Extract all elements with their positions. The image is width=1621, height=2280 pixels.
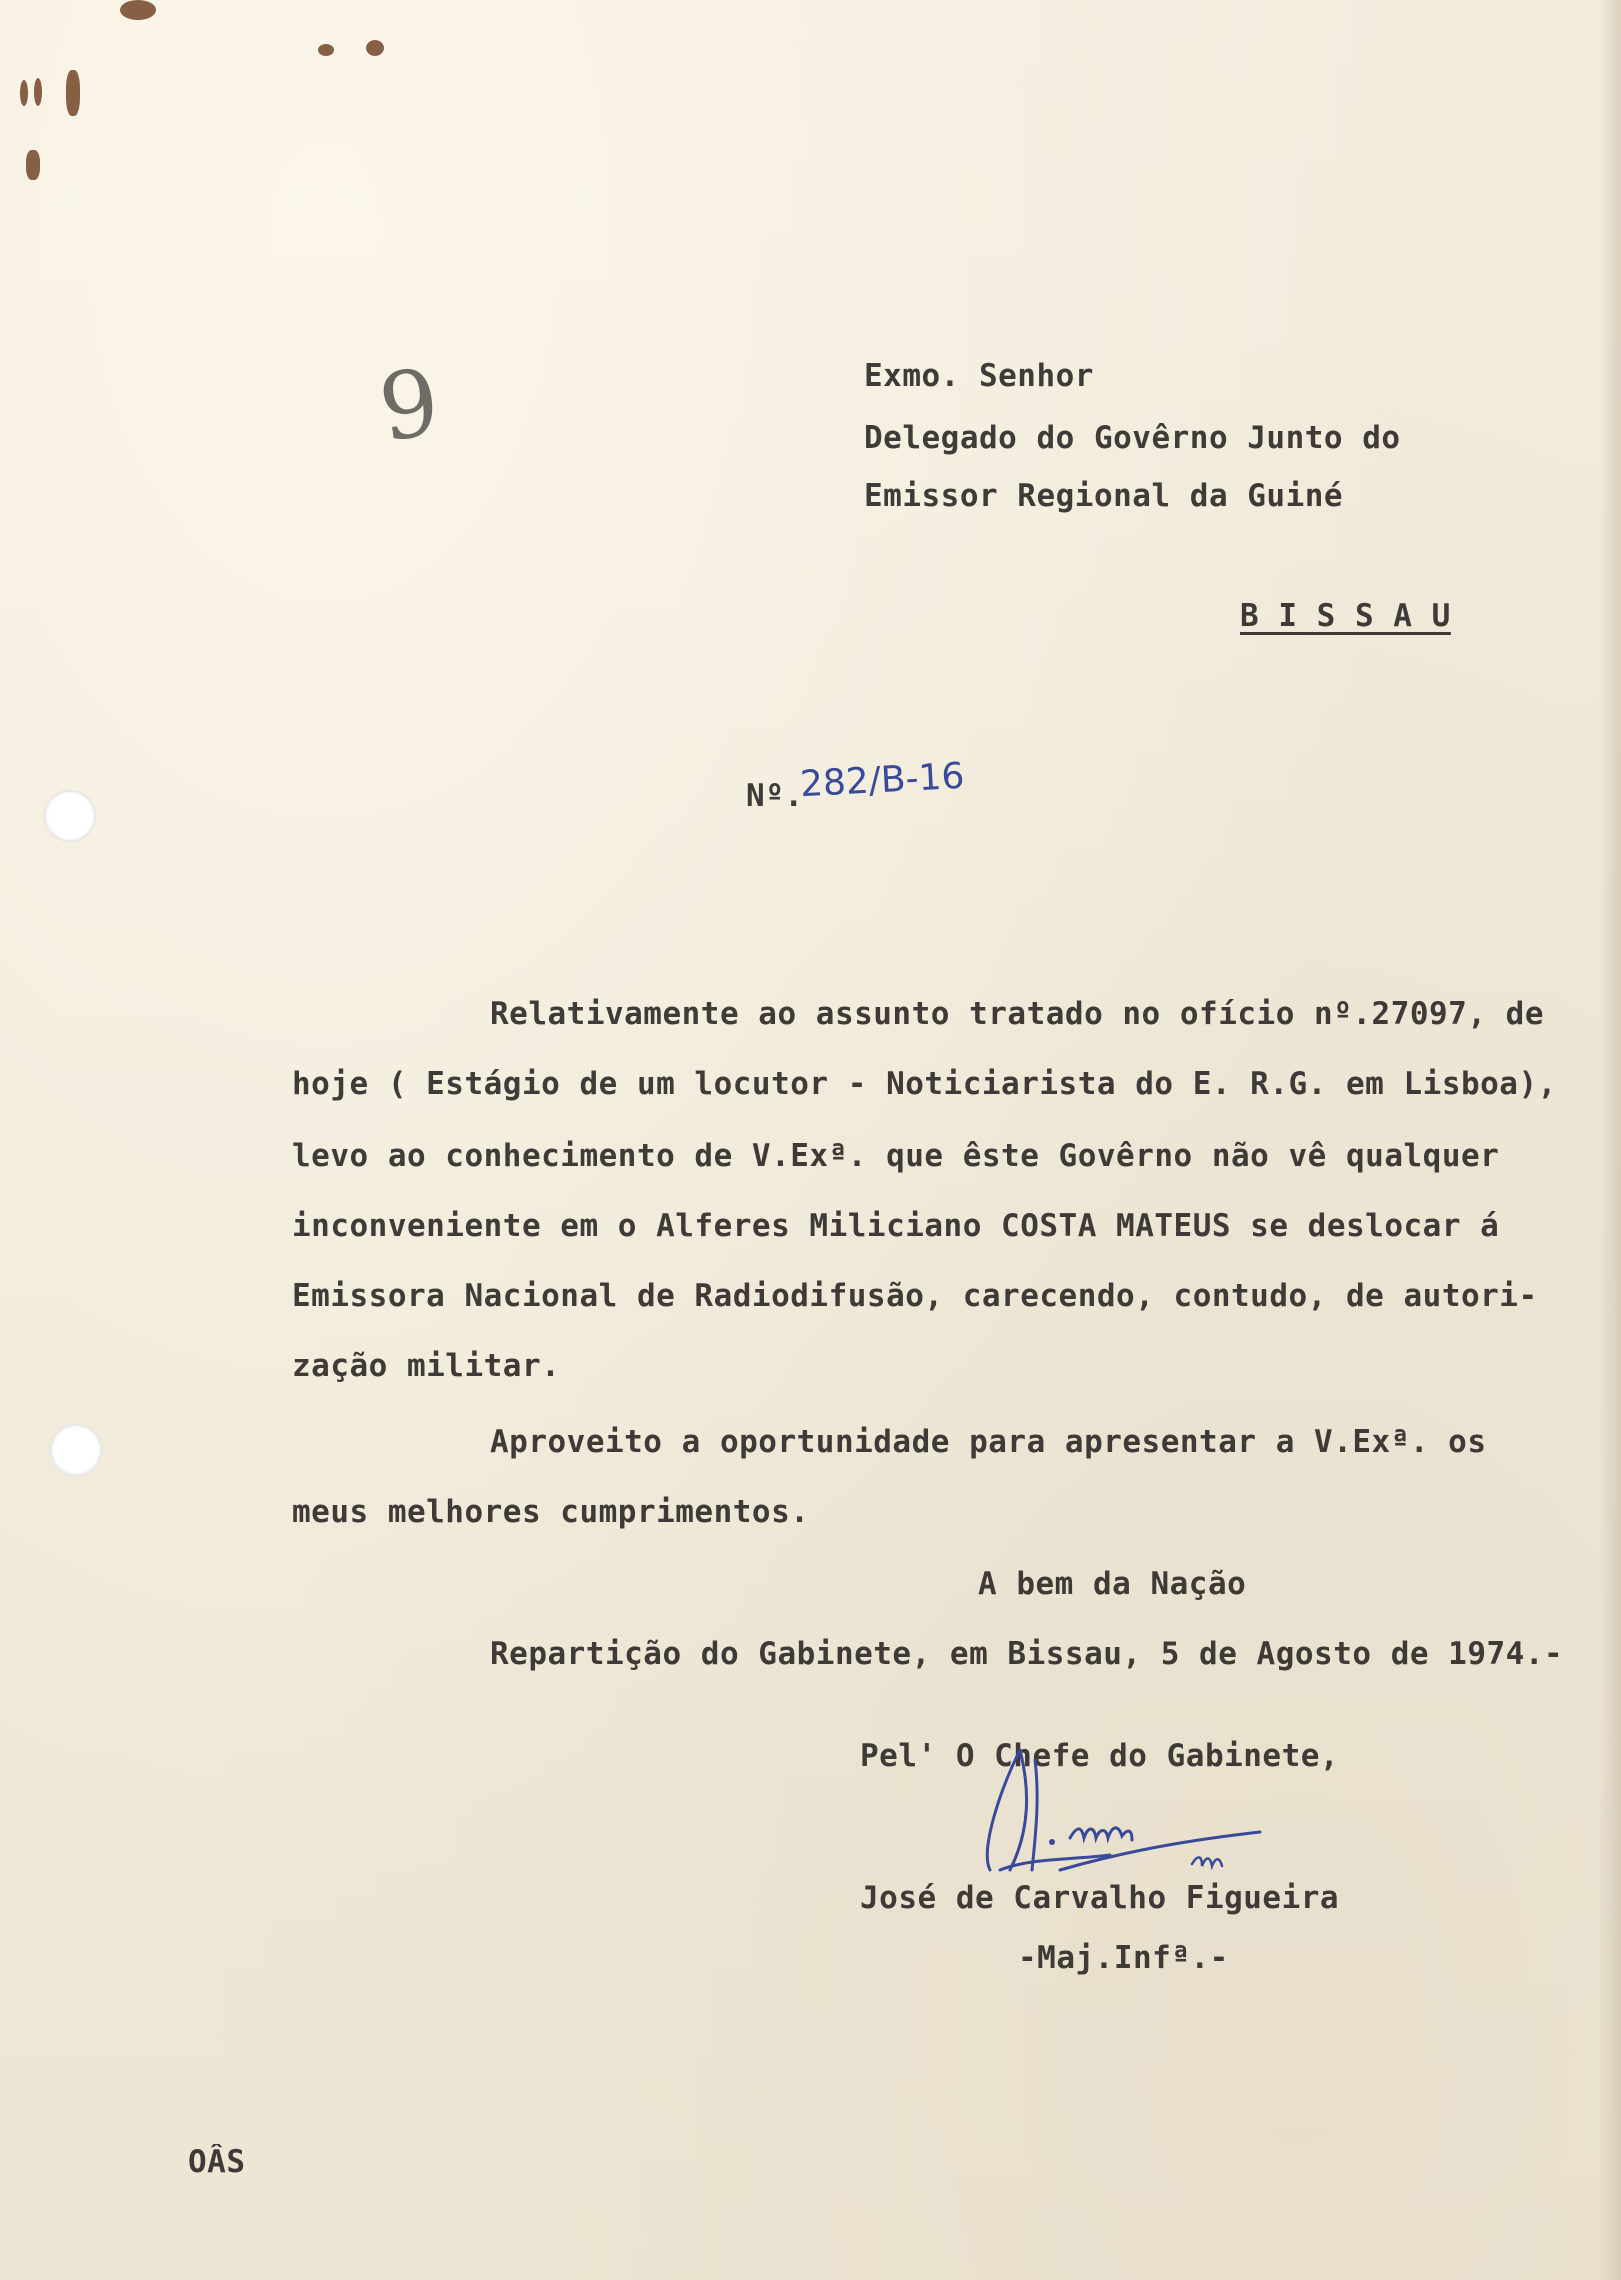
recipient-title: Delegado do Govêrno Junto do <box>864 420 1401 456</box>
body-line-5: Emissora Nacional de Radiodifusão, carecendo, contudo, de autori- <box>292 1278 1538 1314</box>
rust-stain <box>34 78 42 106</box>
rust-stain <box>26 150 40 180</box>
body-line-3: levo ao conhecimento de V.Exª. que êste Govêrno não vê qualquer <box>292 1138 1500 1174</box>
body-line-2: hoje ( Estágio de um locutor - Noticiarista do E. R.G. em Lisboa), <box>292 1066 1557 1102</box>
rust-stain <box>366 40 384 56</box>
body-line-1: Relativamente ao assunto tratado no ofício nº.27097, de <box>490 996 1544 1032</box>
rust-stain <box>20 80 28 106</box>
typist-initials: OÂS <box>188 2144 246 2180</box>
recipient-organization: Emissor Regional da Guiné <box>864 478 1344 514</box>
reference-handwritten-number: 282/B-16 <box>799 755 966 806</box>
rust-stain <box>318 44 334 56</box>
body-line-8: meus melhores cumprimentos. <box>292 1494 810 1530</box>
recipient-salutation: Exmo. Senhor <box>864 358 1094 394</box>
signature-title: Pel' O Chefe do Gabinete, <box>860 1738 1340 1774</box>
pencil-page-mark: 9 <box>372 348 446 463</box>
handwritten-signature <box>960 1730 1280 1880</box>
body-line-4: inconveniente em o Alferes Miliciano COSTA MATEUS se deslocar á <box>292 1208 1500 1244</box>
reference-prefix: Nº. <box>746 778 804 814</box>
recipient-city: B I S S A U <box>1240 598 1451 634</box>
date-line: Repartição do Gabinete, em Bissau, 5 de Agosto de 1974.- <box>490 1636 1564 1672</box>
closing-formula: A bem da Nação <box>978 1566 1247 1602</box>
rust-stain <box>120 0 156 20</box>
page-edge-shadow <box>1599 0 1621 2280</box>
body-line-6: zação militar. <box>292 1348 561 1384</box>
rust-stain <box>66 70 80 116</box>
signatory-name: José de Carvalho Figueira <box>860 1880 1340 1916</box>
punch-hole-lower <box>50 1424 102 1476</box>
punch-hole-upper <box>44 790 96 842</box>
signatory-rank: -Maj.Infª.- <box>1018 1940 1229 1976</box>
body-line-7: Aproveito a oportunidade para apresentar a V.Exª. os <box>490 1424 1487 1460</box>
